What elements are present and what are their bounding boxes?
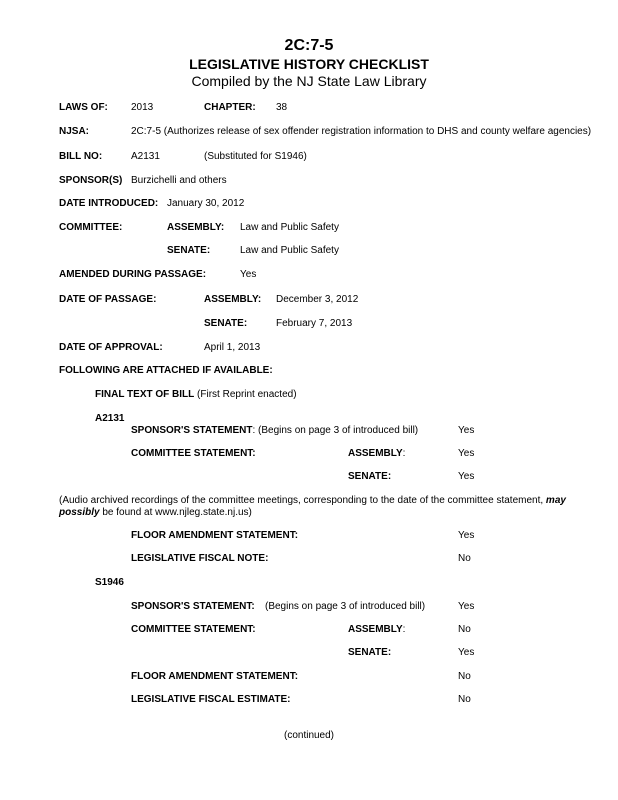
laws-of-value: 2013 <box>131 102 154 113</box>
passage-label: DATE OF PASSAGE: <box>59 294 157 305</box>
passage-senate-value: February 7, 2013 <box>276 318 353 329</box>
s1946-fiscal-label: LEGISLATIVE FISCAL ESTIMATE: <box>131 694 291 705</box>
a2131-assembly-colon: : <box>402 448 406 459</box>
amended-value: Yes <box>240 269 257 280</box>
a2131-assembly-label: ASSEMBLY <box>348 448 403 459</box>
s1946-floor-label: FLOOR AMENDMENT STATEMENT: <box>131 671 299 682</box>
committee-senate-label: SENATE: <box>167 245 211 256</box>
approval-label: DATE OF APPROVAL: <box>59 342 163 353</box>
page-citation: 2C:7-5 <box>284 37 334 54</box>
a2131-assembly-line <box>348 448 405 460</box>
continued-footer: (continued) <box>283 730 335 741</box>
a2131-fiscal-value: No <box>458 553 471 564</box>
passage-assembly-label: ASSEMBLY: <box>204 294 262 305</box>
a2131-senate-value: Yes <box>458 471 475 482</box>
s1946-floor-value: No <box>458 671 471 682</box>
final-text-note: (First Reprint enacted) <box>197 389 297 400</box>
s1946-senate-label: SENATE: <box>348 647 392 658</box>
a2131-assembly-value: Yes <box>458 448 475 459</box>
a2131-fiscal-label: LEGISLATIVE FISCAL NOTE: <box>131 553 269 564</box>
njsa-label: NJSA: <box>59 126 90 137</box>
approval-value: April 1, 2013 <box>204 342 261 353</box>
s1946-bill-label: S1946 <box>95 577 124 588</box>
a2131-bill-label: A2131 <box>95 413 125 424</box>
a2131-committee-label: COMMITTEE STATEMENT: <box>131 448 256 459</box>
s1946-assembly-colon: : <box>402 624 406 635</box>
sponsors-label: SPONSOR(S) <box>59 175 123 186</box>
date-introduced-value: January 30, 2012 <box>167 198 245 209</box>
s1946-fiscal-value: No <box>458 694 471 705</box>
s1946-sponsor-note: (Begins on page 3 of introduced bill) <box>265 601 426 612</box>
a2131-sponsor-note: : (Begins on page 3 of introduced bill) <box>252 425 419 436</box>
page-title: LEGISLATIVE HISTORY CHECKLIST <box>189 56 429 72</box>
audio-note-emphasis: may possibly <box>59 495 566 518</box>
audio-note <box>59 495 604 519</box>
compiled-by: Compiled by the NJ State Law Library <box>191 73 427 89</box>
committee-senate-value: Law and Public Safety <box>240 245 339 256</box>
bill-no-note: (Substituted for S1946) <box>204 151 307 162</box>
final-text-line <box>95 389 297 401</box>
attached-heading: FOLLOWING ARE ATTACHED IF AVAILABLE: <box>59 365 273 376</box>
njsa-value: 2C:7-5 (Authorizes release of sex offender registration information to DHS and county welfare agencies) <box>131 126 592 137</box>
passage-assembly-value: December 3, 2012 <box>276 294 359 305</box>
a2131-sponsor-label: SPONSOR'S STATEMENT <box>131 425 253 436</box>
audio-note-text: (Audio archived recordings of the committee meetings, corresponding to the date of the committee statement, <box>59 495 546 506</box>
chapter-value: 38 <box>276 102 288 113</box>
s1946-sponsor-label: SPONSOR'S STATEMENT: <box>131 601 255 612</box>
committee-assembly-value: Law and Public Safety <box>240 222 339 233</box>
bill-no-value: A2131 <box>131 151 160 162</box>
a2131-sponsor-value: Yes <box>458 425 475 436</box>
bill-no-label: BILL NO: <box>59 151 103 162</box>
committee-label: COMMITTEE: <box>59 222 123 233</box>
final-text-label: FINAL TEXT OF BILL <box>95 389 195 400</box>
passage-senate-label: SENATE: <box>204 318 248 329</box>
a2131-sponsor-line <box>131 425 418 437</box>
date-introduced-label: DATE INTRODUCED: <box>59 198 159 209</box>
s1946-committee-label: COMMITTEE STATEMENT: <box>131 624 256 635</box>
amended-label: AMENDED DURING PASSAGE: <box>59 269 207 280</box>
a2131-floor-label: FLOOR AMENDMENT STATEMENT: <box>131 530 299 541</box>
audio-note-text2: be found at www.njleg.state.nj.us) <box>99 507 252 518</box>
committee-assembly-label: ASSEMBLY: <box>167 222 225 233</box>
chapter-label: CHAPTER: <box>204 102 256 113</box>
a2131-senate-label: SENATE: <box>348 471 392 482</box>
s1946-assembly-line <box>348 624 405 636</box>
s1946-sponsor-value: Yes <box>458 601 475 612</box>
s1946-assembly-label: ASSEMBLY <box>348 624 403 635</box>
laws-of-label: LAWS OF: <box>59 102 108 113</box>
sponsors-value: Burzichelli and others <box>131 175 227 186</box>
a2131-floor-value: Yes <box>458 530 475 541</box>
s1946-senate-value: Yes <box>458 647 475 658</box>
s1946-assembly-value: No <box>458 624 471 635</box>
